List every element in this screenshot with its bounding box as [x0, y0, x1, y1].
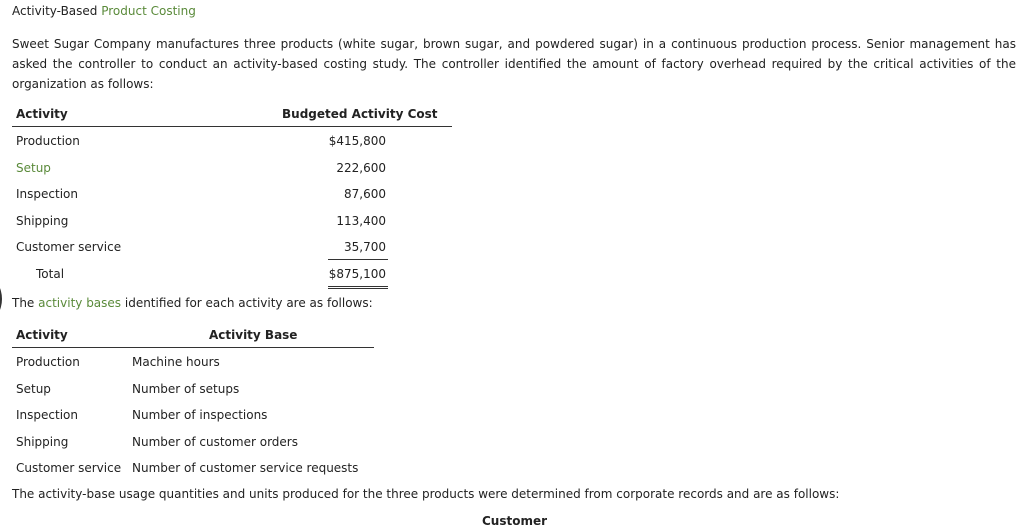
activity-label: Customer service — [16, 461, 122, 475]
product-costing-link[interactable]: Product Costing — [101, 4, 196, 18]
activity-base: Number of customer orders — [132, 434, 298, 449]
activity-base: Number of inspections — [132, 408, 268, 422]
base-column-header: Activity Base — [209, 328, 298, 342]
para2-suffix: identified for each activity are as follows: — [121, 296, 373, 310]
activity-base-table — [12, 324, 374, 481]
heading-prefix: Activity-Based — [12, 4, 102, 18]
activity-base: Machine hours — [132, 355, 220, 369]
activity-label: Inspection — [16, 408, 78, 422]
budgeted-cost-table — [12, 104, 452, 286]
scroll-indicator — [0, 278, 2, 320]
activity-cost: 87,600 — [344, 187, 386, 201]
activity-cost: 222,600 — [336, 160, 386, 175]
page-heading — [12, 4, 196, 18]
activity-label: Production — [16, 355, 80, 369]
activity-label: Customer service — [16, 240, 122, 254]
total-cost: $875,100 — [328, 266, 386, 281]
base-table-header — [12, 324, 374, 348]
cost-table-header — [12, 104, 452, 127]
activity-label: Production — [16, 134, 80, 148]
table-row — [12, 348, 374, 375]
activity-cost: 113,400 — [336, 213, 386, 228]
table-row — [12, 454, 374, 481]
intro-paragraph: Sweet Sugar Company manufactures three products (white sugar, brown sugar, and powdered sugar) in a continuous production process. Senior management has asked the controller to conduct an activity-based costing study. The controller identified the amount of factory overhead required by the critical activities of the organization as follows: — [12, 37, 1016, 91]
activity-column-header: Activity — [16, 328, 68, 342]
activity-cost: 35,700 — [344, 240, 386, 254]
para2-prefix: The — [12, 296, 39, 310]
table-row — [12, 154, 452, 181]
activity-base: Number of setups — [132, 381, 240, 396]
usage-quantities-paragraph: The activity-base usage quantities and units produced for the three products were determined from corporate records and are as follows: — [12, 487, 840, 501]
activity-column-header: Activity — [16, 107, 68, 121]
total-row — [12, 260, 452, 287]
activity-bases-link[interactable]: activity bases — [38, 296, 122, 310]
activity-label: Shipping — [16, 434, 69, 449]
cost-column-header: Budgeted Activity Cost — [282, 107, 438, 121]
activity-label: Inspection — [16, 187, 78, 201]
table-row — [12, 180, 452, 207]
total-label: Total — [36, 266, 65, 281]
next-table-partial-header: Customer — [482, 514, 548, 528]
activity-label: Setup — [16, 381, 51, 396]
activity-cost: $415,800 — [328, 134, 386, 148]
table-row — [12, 401, 374, 428]
activity-base: Number of customer service requests — [132, 461, 359, 475]
table-row — [12, 375, 374, 402]
table-row — [12, 428, 374, 455]
setup-link[interactable]: Setup — [16, 160, 51, 175]
activity-bases-paragraph — [12, 296, 373, 310]
table-row — [12, 233, 452, 260]
table-row — [12, 207, 452, 234]
table-row — [12, 127, 452, 154]
activity-label: Shipping — [16, 213, 69, 228]
